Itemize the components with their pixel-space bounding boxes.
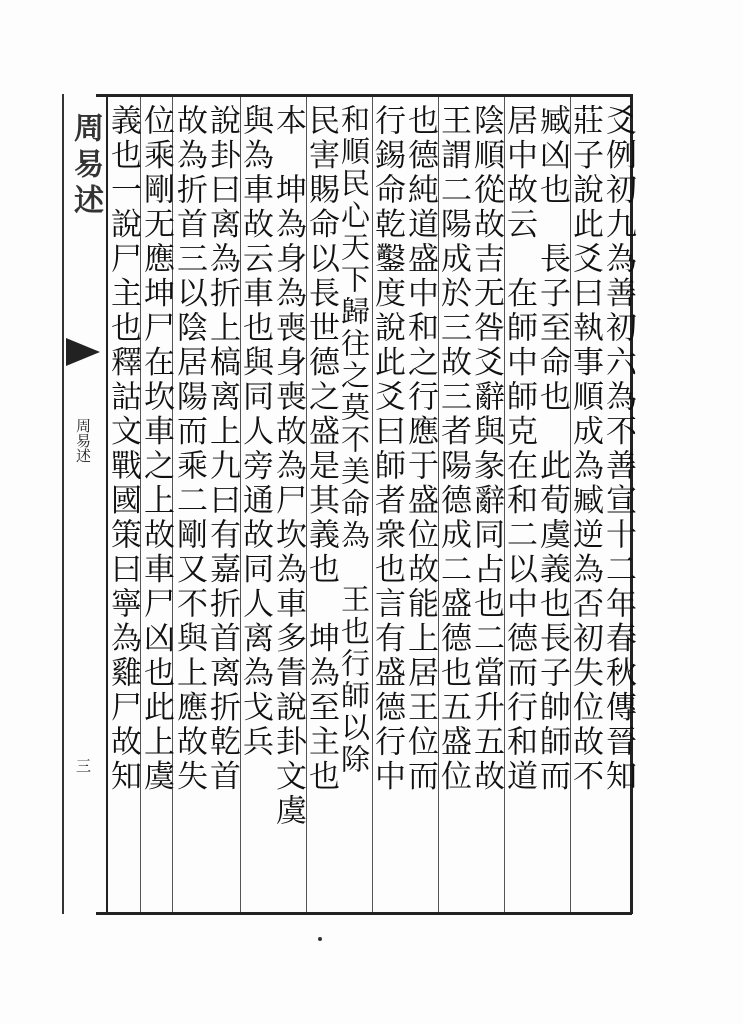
text-column-5: 陰順從故吉无咎爻辭與彖辭同占也二當升五故	[468, 104, 504, 794]
text-column-7: 也德純道盛中和之行應于盛位故能上居王位而	[402, 104, 438, 794]
frame-top-border	[96, 94, 632, 97]
fish-tail-mark-icon	[66, 338, 100, 366]
text-column-11: 本 坤為身為喪身喪故為尸坎為車多眚說卦文虞	[270, 104, 306, 829]
frame-bottom-border	[96, 912, 632, 915]
text-column-1: 爻例初九為善初六為不善宣十二年春秋傳晉知	[600, 104, 636, 794]
text-column-3: 臧凶也 長子至命也 此荀虞義也長子帥師而	[534, 104, 570, 794]
text-column-4: 居中故云 在師中師克在和二以中德而行和道	[501, 104, 537, 794]
text-column-6: 王謂二陽成於三故三者陽德成二盛德也五盛位	[435, 104, 471, 794]
text-column-12: 與為車故云車也與同人旁通故同人离為戈兵	[237, 104, 273, 760]
text-column-9: 和順民心天下歸往之莫不美命為 王也行師以除	[337, 104, 371, 776]
fold-edge-line	[62, 94, 64, 914]
text-column-15: 位乘剛无應坤尸在坎車之上故車尸凶也此上虞	[138, 104, 174, 794]
text-column-2: 莊子說此爻曰執事順成為臧逆為否初失位故不	[567, 104, 603, 794]
text-column-16: 義也一說尸主也釋詁文戰國策曰寧為雞尸故知	[105, 104, 141, 794]
margin-chapter-label: 周易述	[74, 418, 92, 463]
text-column-14: 故為折首三以陰居陽而乘二剛又不與上應故失	[171, 104, 207, 794]
margin-title: 周易述	[68, 112, 103, 220]
text-column-13: 說卦曰离為折上槁离上九曰有嘉折首离折乾首	[204, 104, 240, 794]
margin-page-number: 三	[74, 758, 92, 773]
ink-speck	[318, 937, 322, 941]
text-column-8: 行錫命乾鑿度說此爻曰師者衆也言有盛德行中	[369, 104, 405, 794]
text-column-10: 民害賜命以長世德之盛是其義也 坤為至主也	[303, 104, 339, 794]
